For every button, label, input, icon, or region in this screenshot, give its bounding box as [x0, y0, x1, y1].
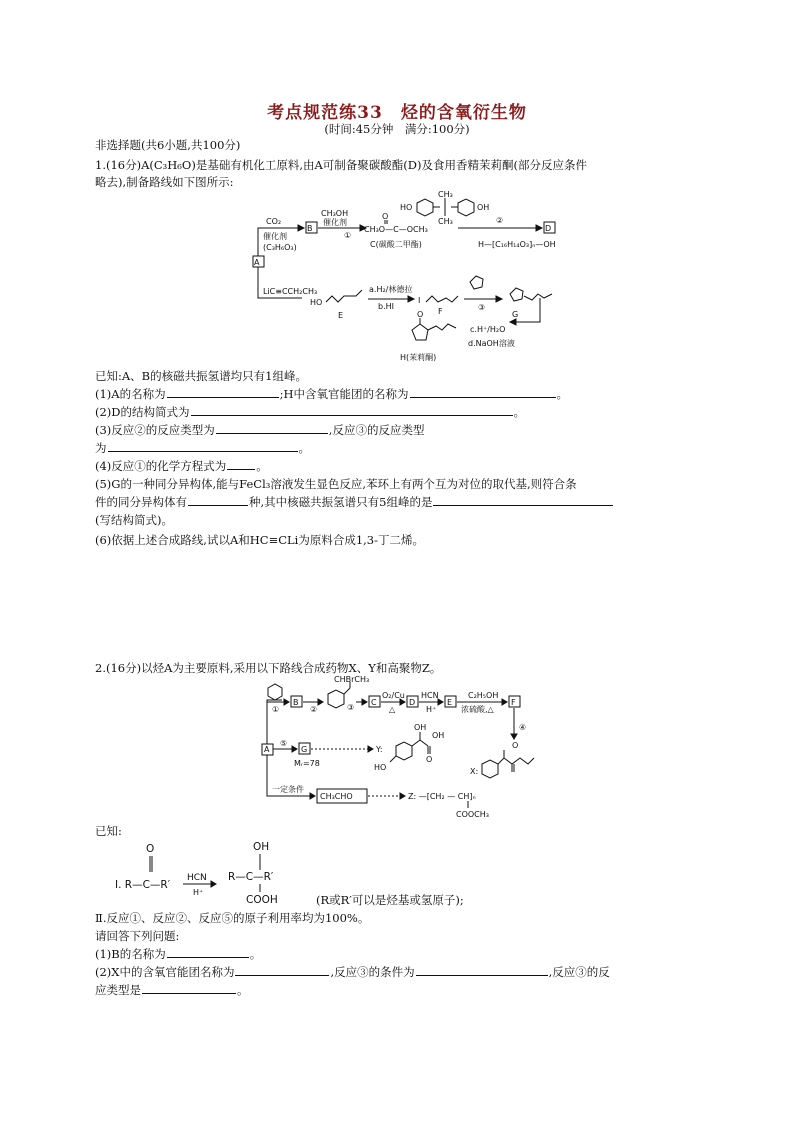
rule-r-left: Ⅰ. R—C—R′	[115, 879, 171, 891]
q2-intro: 2.(16分)以烃A为主要原料,采用以下路线合成药物X、Y和高聚物Z。	[95, 661, 442, 675]
q2-reaction-scheme	[258, 676, 548, 824]
benzene-reagent	[268, 684, 282, 700]
h-label: H(茉莉酮)	[400, 353, 437, 362]
dmc-o-label: O	[382, 212, 389, 221]
q1-part6: (6)依据上述合成路线,试以A和HC≡CLi为原料合成1,3-丁二烯。	[95, 533, 424, 547]
q1-part3	[95, 422, 424, 438]
q2-p1-blank[interactable]	[167, 946, 249, 958]
q1-p2-blank[interactable]	[191, 404, 513, 416]
q1-p1-blank-group[interactable]	[410, 386, 556, 398]
step3-label: ③	[478, 303, 486, 312]
bpa-ring-right	[458, 199, 474, 216]
y-ho-label: HO	[374, 763, 387, 772]
bpa-ch3-top-label: CH₃	[438, 190, 453, 199]
q2-box-d-label: D	[409, 698, 416, 707]
bpa-oh-label: OH	[477, 203, 490, 212]
rule-oh: OH	[253, 841, 270, 853]
step2-label: ②	[496, 216, 504, 225]
f-label: F	[438, 307, 443, 316]
q2-rule1-tail: (R或R′可以是烃基或氢原子);	[316, 893, 464, 907]
q1-p5-text-a: 件的同分异构体有	[95, 495, 187, 509]
y-oh1-label: OH	[414, 723, 427, 732]
q1-p1-text-b: ;H中含氧官能团的名称为	[279, 387, 409, 401]
q1-p4-text-b: 。	[256, 459, 268, 473]
q1-reaction-scheme	[240, 190, 660, 366]
f-i-label: I	[418, 296, 421, 305]
furan-reagent	[470, 276, 483, 289]
bpa-ch3-bottom-label: CH₃	[438, 217, 453, 226]
z-sub-label: COOCH₃	[456, 810, 489, 819]
cond-d-label: d.NaOH溶液	[468, 339, 515, 348]
q2-p2-blank-2[interactable]	[416, 964, 548, 976]
page-subtitle: (时间:45分钟 满分:100分)	[324, 122, 470, 136]
box-b-label: B	[307, 224, 313, 233]
rule-r-right: R—C—R′	[228, 871, 274, 883]
q1-part5-line3: (写结构简式)。	[95, 513, 173, 527]
q1-part5-line1: (5)G的一种同分异构体,能与FeCl₃溶液发生显色反应,苯环上有两个互为对位的取代基,则符合条	[95, 477, 577, 491]
q2-box-g-label: G	[301, 745, 308, 754]
mr-label: Mᵣ=78	[294, 759, 320, 768]
lic-label: LiC≡CCH₂CH₃	[263, 287, 318, 296]
y-oh2-label: OH	[432, 731, 445, 740]
bpa-ho-label: HO	[400, 203, 413, 212]
dmc-name-label: C(碳酸二甲酯)	[370, 240, 422, 249]
cond-label: 一定条件	[272, 785, 304, 794]
ch3cho-label: CH₃CHO	[320, 792, 353, 801]
delta1-label: △	[389, 705, 396, 714]
rule-hplus: H⁺	[193, 888, 204, 897]
box-a-label: A	[254, 258, 260, 267]
q2-p2-text-e: 。	[237, 983, 249, 997]
q2-step4: ④	[519, 723, 527, 732]
q2-p2-text-b: ,反应③的条件为	[330, 965, 415, 979]
q1-p3-blank-1[interactable]	[216, 422, 328, 434]
q1-p1-blank-name[interactable]	[167, 386, 279, 398]
q2-box-a-label: A	[264, 745, 270, 754]
q1-p5-text-b: 种,其中核磁共振氢谱只有5组峰的是	[249, 495, 433, 509]
bromoethylbenzene-ring	[328, 690, 344, 708]
hplus-label: H⁺	[426, 705, 437, 714]
q1-p2-text-b: 。	[513, 405, 526, 419]
bpa-ring-left	[417, 199, 433, 216]
o2cu-label: O₂/Cu	[382, 691, 405, 700]
x-o-label: O	[512, 741, 519, 750]
q1-p2-text-a: (2)D的结构简式为	[95, 405, 190, 419]
q1-part2	[95, 404, 525, 420]
h2so4-label: 浓硫酸,△	[461, 705, 494, 714]
section-header: 非选择题(共6小题,共100分)	[95, 138, 241, 152]
q2-p2-blank-3[interactable]	[142, 982, 236, 994]
g-label: G	[512, 310, 519, 319]
catalyst1-label: 催化剂	[263, 232, 287, 241]
dmc-label: CH₃O—C—OCH₃	[364, 225, 428, 234]
x-label: X:	[470, 767, 479, 776]
e-ho-label: HO	[310, 298, 323, 307]
d-formula-label: H—[C₁₆H₁₄O₃]ₙ—OH	[478, 240, 556, 249]
x-benzene-ring	[482, 760, 498, 778]
q2-p1-text-a: (1)B的名称为	[95, 947, 166, 961]
z-formula-label: Z: —[CH₂ — CH]ₙ	[408, 792, 476, 801]
catalyst2-label: 催化剂	[323, 218, 347, 227]
q1-p1-text-a: (1)A的名称为	[95, 387, 166, 401]
q2-step3: ③	[347, 703, 355, 712]
q2-box-f-label: F	[511, 698, 516, 707]
cond-c-label: c.H⁺/H₂O	[470, 325, 506, 334]
box-d-label: D	[545, 224, 552, 233]
q2-step5: ⑤	[280, 739, 288, 748]
rule-hcn: HCN	[187, 873, 207, 883]
step1-label: ①	[344, 231, 352, 240]
q2-box-c-label: C	[371, 698, 377, 707]
q2-p1-text-b: 。	[249, 947, 262, 961]
q1-intro-line2: 略去),制备路线如下图所示:	[95, 175, 234, 189]
q1-p1-text-c: 。	[556, 387, 569, 401]
q1-p4-text-a: (4)反应①的化学方程式为	[95, 459, 227, 473]
q1-p3-text-b: ,反应③的反应类型	[328, 423, 425, 437]
q1-part4	[95, 458, 268, 474]
q2-step2: ②	[310, 705, 318, 714]
y-benzene-ring	[396, 742, 412, 760]
ch3oh-label: CH₃OH	[321, 209, 349, 218]
chbrch3-label: CHBrCH₃	[334, 676, 370, 684]
furan-g	[510, 288, 523, 301]
y-o-label: O	[426, 755, 433, 764]
q2-part2-cont	[95, 982, 249, 998]
e-label: E	[338, 311, 344, 320]
y-label: Y:	[376, 745, 383, 754]
q2-p2-text-d: 应类型是	[95, 983, 141, 997]
q1-p5-blank-count[interactable]	[188, 494, 248, 506]
q1-known: 已知:A、B的核磁共振氢谱均只有1组峰。	[95, 369, 307, 383]
q2-part2	[95, 964, 610, 980]
hcn-label: HCN	[421, 691, 439, 700]
h-o-label: O	[417, 310, 424, 319]
q2-p2-text-c: ,反应③的反	[548, 965, 610, 979]
c2h5oh-label: C₂H₅OH	[468, 691, 499, 700]
q1-part5-line2	[95, 494, 614, 510]
rule-cooh: COOH	[246, 894, 278, 904]
q2-p2-text-a: (2)X中的含氧官能团名称为	[95, 965, 235, 979]
q2-box-e-label: E	[447, 698, 453, 707]
q2-rule2: Ⅱ.反应①、反应②、反应⑤的原子利用率均为100%。	[95, 911, 370, 925]
q1-part1	[95, 386, 568, 402]
cyclopentenone	[412, 324, 428, 340]
co2-label: CO₂	[266, 217, 282, 226]
q1-p3-blank-2[interactable]	[108, 440, 298, 452]
q2-part1	[95, 946, 261, 962]
q1-intro-line1: 1.(16分)A(C₃H₆O)是基础有机化工原料,由A可制备聚碳酸酯(D)及食用香精茉莉酮(部分反应条件	[95, 158, 587, 172]
q1-part3-cont	[95, 440, 310, 456]
q2-step1: ①	[272, 705, 280, 714]
q1-p3-text-c: 为	[95, 441, 107, 455]
q1-p3-text-a: (3)反应②的反应类型为	[95, 423, 215, 437]
b-formula-label: (C₃H₆O₃)	[263, 243, 297, 252]
q2-p2-blank-1[interactable]	[235, 964, 329, 976]
q2-rule1-scheme	[115, 838, 315, 904]
cond-a-label: a.H₂/林德拉	[369, 285, 413, 294]
q2-known-label: 已知:	[95, 824, 122, 838]
q1-p5-blank-structure[interactable]	[433, 494, 613, 506]
q1-p4-blank[interactable]	[227, 458, 255, 470]
q1-p3-text-d: 。	[298, 441, 310, 455]
page-title: 考点规范练33 烃的含氧衍生物	[267, 103, 527, 123]
q2-box-b-label: B	[293, 698, 299, 707]
rule-o-label: O	[146, 843, 155, 855]
cond-b-label: b.HI	[378, 302, 394, 311]
q2-ask: 请回答下列问题:	[95, 929, 180, 943]
